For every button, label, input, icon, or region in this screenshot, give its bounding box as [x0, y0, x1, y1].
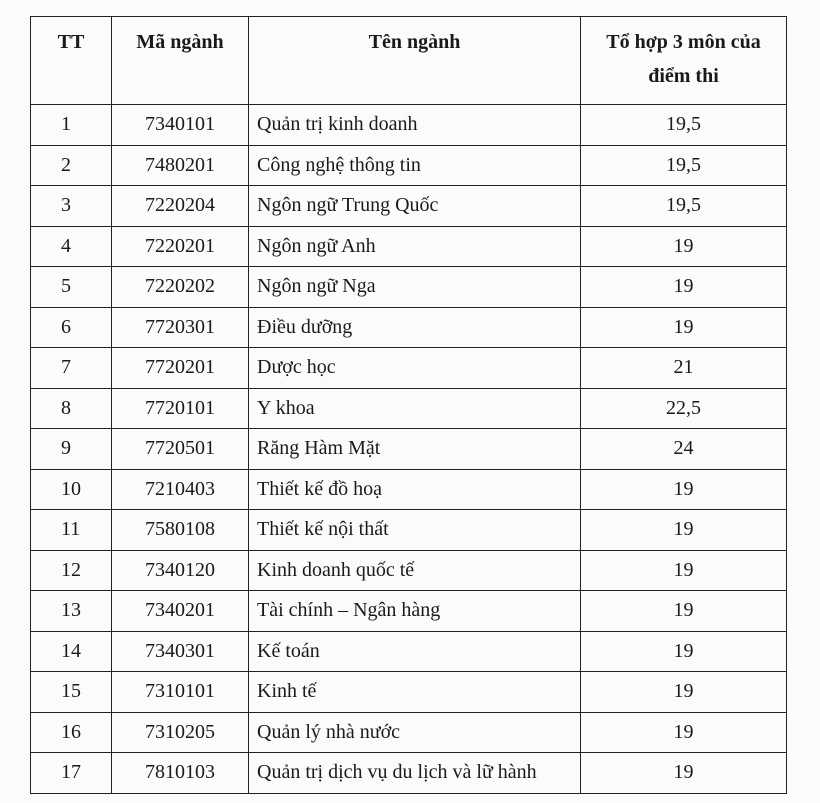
cell-name: Điều dưỡng	[249, 307, 581, 348]
cell-name: Y khoa	[249, 388, 581, 429]
cell-tt: 16	[31, 712, 112, 753]
table-row	[31, 388, 787, 429]
cell-name: Quản lý nhà nước	[249, 712, 581, 753]
header-name: Tên ngành	[249, 17, 581, 105]
cell-name: Thiết kế nội thất	[249, 510, 581, 551]
cell-tt: 3	[31, 186, 112, 227]
header-code: Mã ngành	[112, 17, 249, 105]
cell-score: 22,5	[581, 388, 787, 429]
cell-tt: 8	[31, 388, 112, 429]
cell-tt: 6	[31, 307, 112, 348]
table-row	[31, 267, 787, 308]
table-row	[31, 186, 787, 227]
header-score-line2: điểm thi	[648, 65, 719, 87]
cell-tt: 1	[31, 105, 112, 146]
table-row	[31, 753, 787, 794]
cell-tt: 13	[31, 591, 112, 632]
cell-tt: 17	[31, 753, 112, 794]
cell-score: 19,5	[581, 105, 787, 146]
cell-code: 7220204	[112, 186, 249, 227]
table-row	[31, 307, 787, 348]
cell-score: 19	[581, 307, 787, 348]
cell-code: 7340301	[112, 631, 249, 672]
table-row	[31, 105, 787, 146]
cell-code: 7340101	[112, 105, 249, 146]
cell-tt: 2	[31, 145, 112, 186]
table-row	[31, 631, 787, 672]
cell-tt: 11	[31, 510, 112, 551]
cell-tt: 12	[31, 550, 112, 591]
admission-score-table	[30, 16, 787, 794]
cell-name: Ngôn ngữ Anh	[249, 226, 581, 267]
cell-score: 24	[581, 429, 787, 470]
cell-score: 19	[581, 672, 787, 713]
header-score	[581, 17, 787, 105]
cell-score: 19	[581, 753, 787, 794]
cell-tt: 4	[31, 226, 112, 267]
cell-code: 7310205	[112, 712, 249, 753]
cell-code: 7720201	[112, 348, 249, 389]
table-row	[31, 469, 787, 510]
cell-name: Kinh doanh quốc tế	[249, 550, 581, 591]
cell-name: Quản trị kinh doanh	[249, 105, 581, 146]
cell-name: Tài chính – Ngân hàng	[249, 591, 581, 632]
table-row	[31, 712, 787, 753]
cell-name: Răng Hàm Mặt	[249, 429, 581, 470]
table-row	[31, 348, 787, 389]
cell-code: 7720101	[112, 388, 249, 429]
cell-code: 7220201	[112, 226, 249, 267]
cell-tt: 7	[31, 348, 112, 389]
cell-code: 7310101	[112, 672, 249, 713]
cell-name: Kinh tế	[249, 672, 581, 713]
table-header	[31, 17, 787, 105]
cell-tt: 5	[31, 267, 112, 308]
cell-code: 7340120	[112, 550, 249, 591]
cell-name: Thiết kế đồ hoạ	[249, 469, 581, 510]
cell-name: Dược học	[249, 348, 581, 389]
cell-name: Công nghệ thông tin	[249, 145, 581, 186]
cell-score: 19	[581, 510, 787, 551]
cell-code: 7340201	[112, 591, 249, 632]
table-row	[31, 226, 787, 267]
cell-name: Ngôn ngữ Trung Quốc	[249, 186, 581, 227]
cell-code: 7810103	[112, 753, 249, 794]
table-row	[31, 429, 787, 470]
cell-code: 7480201	[112, 145, 249, 186]
table-row	[31, 672, 787, 713]
header-tt: TT	[31, 17, 112, 105]
header-row	[31, 17, 787, 105]
cell-score: 21	[581, 348, 787, 389]
cell-code: 7210403	[112, 469, 249, 510]
cell-score: 19	[581, 550, 787, 591]
cell-name: Kế toán	[249, 631, 581, 672]
cell-name: Quản trị dịch vụ du lịch và lữ hành	[249, 753, 581, 794]
cell-score: 19	[581, 631, 787, 672]
cell-code: 7580108	[112, 510, 249, 551]
cell-tt: 9	[31, 429, 112, 470]
table-row	[31, 591, 787, 632]
table-row	[31, 550, 787, 591]
cell-tt: 14	[31, 631, 112, 672]
cell-score: 19,5	[581, 186, 787, 227]
cell-tt: 15	[31, 672, 112, 713]
cell-code: 7720301	[112, 307, 249, 348]
header-score-line1: Tổ hợp 3 môn của	[606, 31, 761, 53]
cell-score: 19	[581, 712, 787, 753]
cell-score: 19,5	[581, 145, 787, 186]
cell-score: 19	[581, 591, 787, 632]
table-row	[31, 145, 787, 186]
cell-score: 19	[581, 469, 787, 510]
cell-score: 19	[581, 226, 787, 267]
cell-tt: 10	[31, 469, 112, 510]
cell-code: 7220202	[112, 267, 249, 308]
table-row	[31, 510, 787, 551]
cell-score: 19	[581, 267, 787, 308]
table-body	[31, 105, 787, 794]
cell-code: 7720501	[112, 429, 249, 470]
cell-name: Ngôn ngữ Nga	[249, 267, 581, 308]
